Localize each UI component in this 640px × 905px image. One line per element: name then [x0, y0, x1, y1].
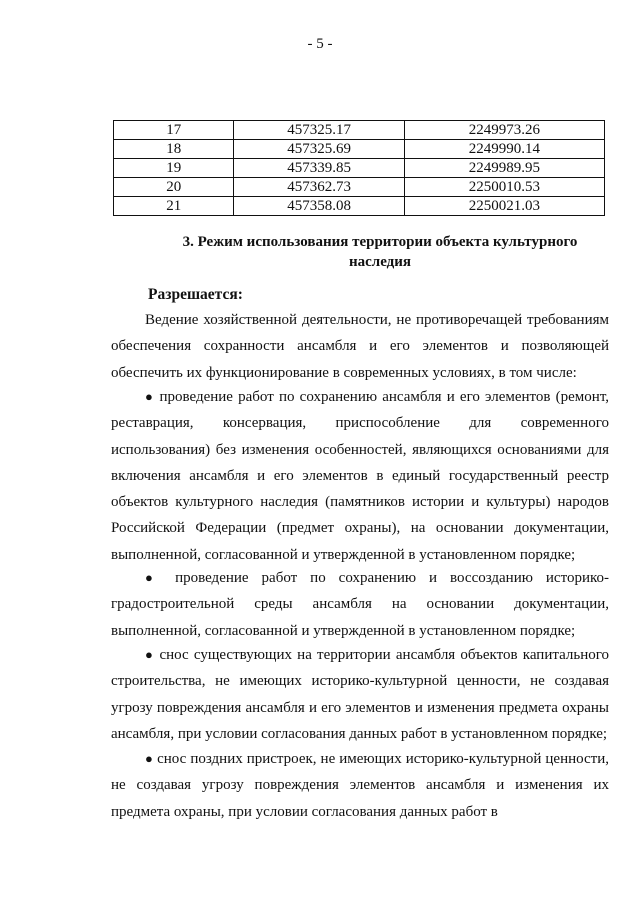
x-coordinate-cell: 457358.08 [234, 197, 404, 216]
point-number-cell: 18 [114, 140, 234, 159]
x-coordinate-cell: 457325.17 [234, 121, 404, 140]
point-number-cell: 20 [114, 178, 234, 197]
bullet-icon: ● [145, 389, 155, 404]
table-row [114, 178, 605, 197]
bullet-icon: ● [145, 751, 154, 766]
point-number-cell: 19 [114, 159, 234, 178]
coordinates-table-body [114, 121, 605, 216]
table-row [114, 197, 605, 216]
bullet-text: проведение работ по сохранению ансамбля и его элементов (ремонт, реставрация, консервация, приспособление для современного использования) без изменения особенностей, являющихся основаниями для включения ансамбля и его элементов в единый государственный реестр объектов культурного наследия (памятников истории и культуры) народов Российской Федерации (предмет охраны), на основании документации, выполненной, согласованной и утвержденной в установленном порядке; [111, 389, 609, 563]
bullet-paragraph [111, 746, 609, 825]
y-coordinate-cell: 2249989.95 [404, 159, 604, 178]
bullet-text: снос существующих на территории ансамбля объектов капитального строительства, не имеющих историко-культурной ценности, не создавая угрозу повреждения ансамбля и его элементов и изменения предмета охраны ансамбля, при условии согласования данных работ в установленном порядке; [111, 647, 610, 742]
y-coordinate-cell: 2250010.53 [404, 178, 604, 197]
table-row [114, 159, 605, 178]
section-heading: 3. Режим использования территории объекта культурного наследия [182, 234, 578, 270]
bullet-paragraph [111, 642, 609, 747]
point-number-cell: 17 [114, 121, 234, 140]
point-number-cell: 21 [114, 197, 234, 216]
x-coordinate-cell: 457325.69 [234, 140, 404, 159]
bullet-text: снос поздних пристроек, не имеющих историко-культурной ценности, не создавая угрозу повреждения элементов ансамбля и изменения их предмета охраны, при условии согласования данных работ в [111, 751, 609, 820]
y-coordinate-cell: 2250021.03 [404, 197, 604, 216]
bullet-paragraph [111, 565, 609, 644]
x-coordinate-cell: 457362.73 [234, 178, 404, 197]
bullet-icon: ● [145, 647, 155, 662]
page-number: - 5 - [307, 36, 333, 52]
bullet-paragraph [111, 384, 609, 568]
bullet-icon: ● [145, 570, 163, 585]
table-row [114, 121, 605, 140]
table-row [114, 140, 605, 159]
allowed-heading: Разрешается: [148, 286, 243, 303]
y-coordinate-cell: 2249973.26 [404, 121, 604, 140]
x-coordinate-cell: 457339.85 [234, 159, 404, 178]
coordinates-table [113, 120, 605, 216]
y-coordinate-cell: 2249990.14 [404, 140, 604, 159]
bullet-text: проведение работ по сохранению и воссозданию историко-градостроительной среды ансамбля на основании документации, выполненной, согласованной и утвержденной в установленном порядке; [111, 570, 609, 639]
intro-paragraph: Ведение хозяйственной деятельности, не противоречащей требованиям обеспечения сохранности ансамбля и его элементов и позволяющей обеспечить их функционирование в современных условиях, в том числе: [111, 312, 609, 381]
